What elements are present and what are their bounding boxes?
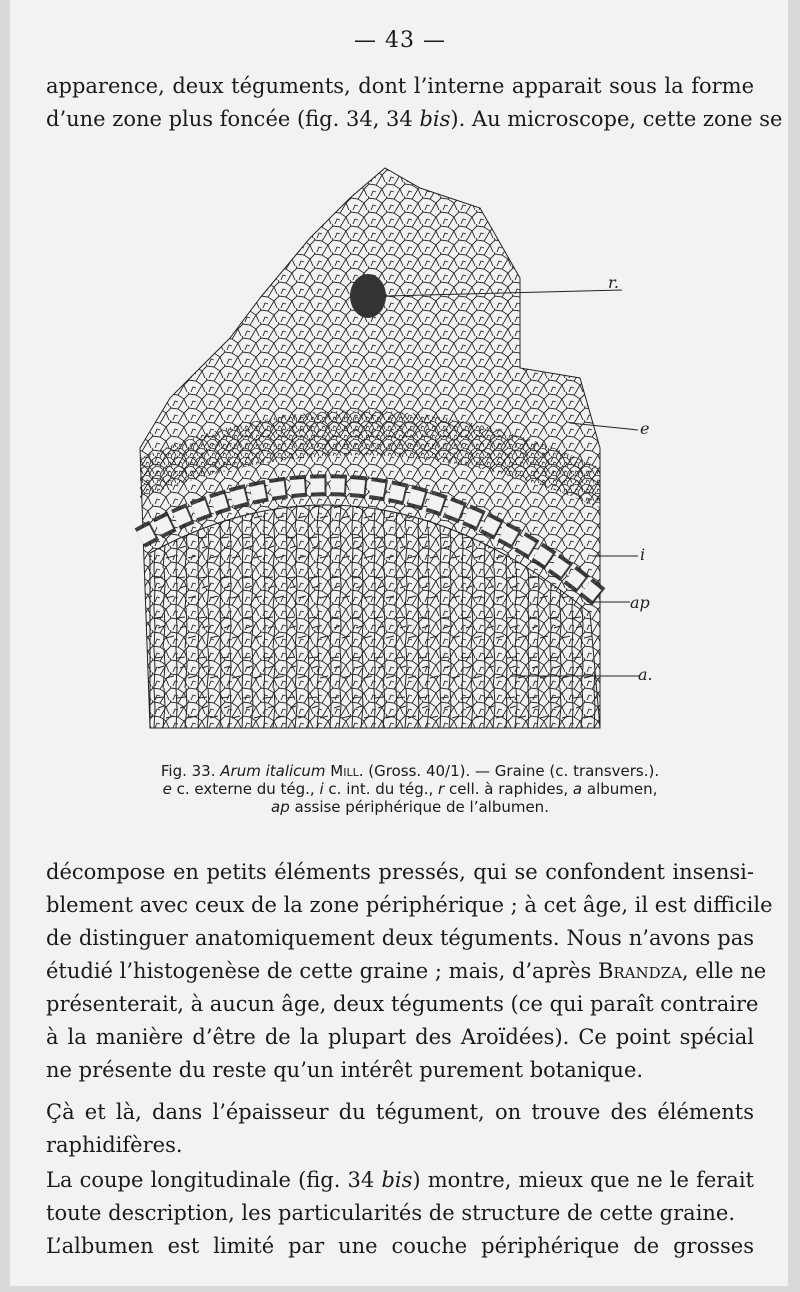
text-line: ne présente du reste qu’un intérêt purement botanique.	[46, 1058, 644, 1082]
text-line: étudié l’histogenèse de cette graine ; mais, d’après Brandza, elle ne	[46, 959, 767, 983]
text-line: à la manière d’être de la plupart des Aroïdées). Ce point spécial	[46, 1025, 754, 1049]
label-r: r.	[608, 273, 619, 292]
raphide-cell	[350, 274, 386, 318]
paragraph-raphides	[46, 1096, 754, 1162]
text-line: Çà et là, dans l’épaisseur du tégument, on trouve des éléments	[46, 1100, 754, 1124]
text-line: raphidifères.	[46, 1133, 183, 1157]
figure-caption: Fig. 33. Arum italicum Mill. (Gross. 40/1). — Graine (c. transvers.). e c. externe du tég., i c. int. du tég., r cell. à raphides, a albumen, ap assise périphérique de l’albumen.	[160, 762, 660, 816]
text-line: décompose en petits éléments pressés, qui se confondent insensi-	[46, 860, 754, 884]
label-i: i	[640, 545, 646, 564]
text-line: de distinguer anatomiquement deux téguments. Nous n’avons pas	[46, 926, 754, 950]
text-line: blement avec ceux de la zone périphérique ; à cet âge, il est difficile	[46, 893, 773, 917]
text-line: La coupe longitudinale (fig. 34 bis) montre, mieux que ne le ferait	[46, 1168, 754, 1192]
text-line: L’albumen est limité par une couche périphérique de grosses	[46, 1234, 754, 1258]
text-line: apparence, deux téguments, dont l’interne apparait sous la forme	[46, 74, 754, 98]
text-line: toute description, les particularités de structure de cette graine.	[46, 1201, 736, 1225]
label-e: e	[640, 419, 650, 438]
figure-seed-section	[130, 168, 653, 740]
text-line: présenterait, à aucun âge, deux téguments (ce qui paraît contraire	[46, 992, 759, 1016]
text-line: d’une zone plus foncée (fig. 34, 34 bis). Au microscope, cette zone se	[46, 107, 783, 131]
label-a: a.	[638, 665, 653, 684]
paragraph-top	[46, 70, 783, 136]
label-ap: ap	[630, 593, 650, 612]
paragraph-body	[46, 856, 773, 1087]
page-number: — 43 —	[354, 28, 446, 53]
paragraph-coupe	[46, 1164, 754, 1263]
